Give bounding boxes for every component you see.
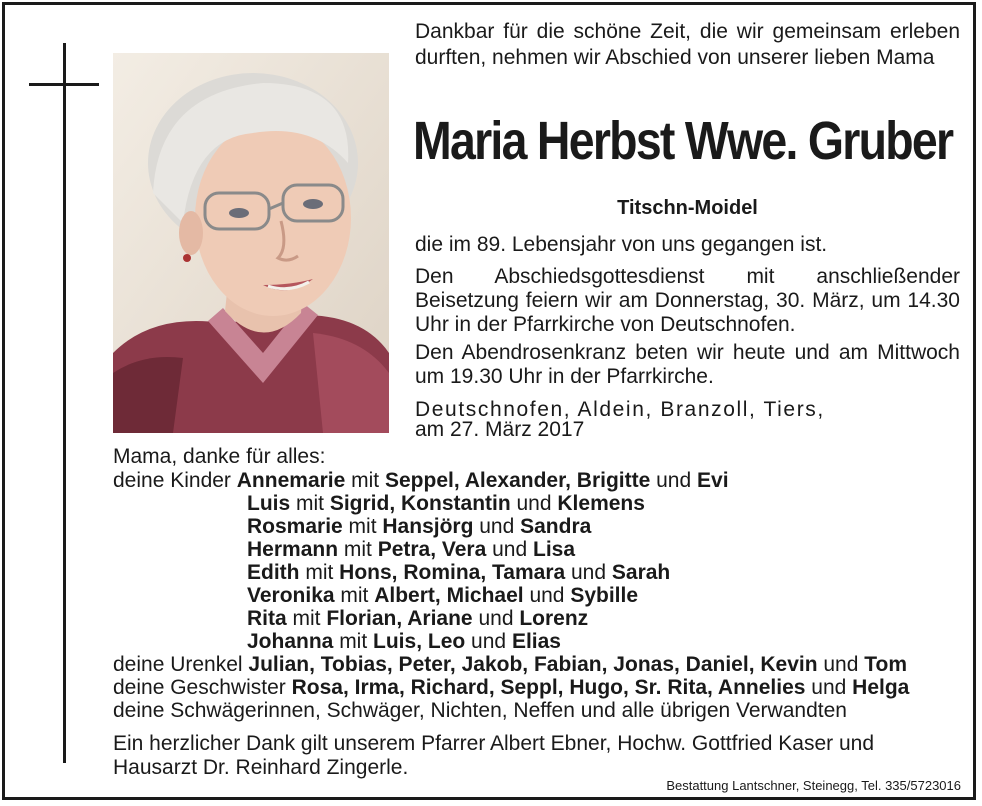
portrait-photo <box>113 53 389 433</box>
connector-text: und <box>650 469 698 492</box>
relative-name: Florian, Ariane <box>326 607 473 630</box>
relative-name: Albert, Michael <box>374 584 524 607</box>
connector-text: mit <box>345 469 385 492</box>
relative-name: Petra, Vera <box>377 538 487 561</box>
family-row <box>113 492 963 515</box>
family-row <box>113 469 963 492</box>
relative-name: Johanna <box>247 630 334 653</box>
connector-text: und <box>510 492 558 515</box>
nickname: Titschn-Moidel <box>617 197 758 219</box>
family-list <box>113 469 963 722</box>
family-row <box>113 630 963 653</box>
relative-name: Sarah <box>611 561 671 584</box>
relative-name: Rosa, Irma, Richard, Seppl, Hugo, Sr. Rita, Annelies <box>291 676 806 699</box>
connector-text: und <box>472 607 520 630</box>
undertaker-info: Bestattung Lantschner, Steinegg, Tel. 335/5723016 <box>666 778 961 793</box>
connector-text: deine Geschwister <box>113 676 292 699</box>
connector-text: und <box>465 630 512 653</box>
family-row <box>113 561 963 584</box>
children-label: deine Kinder <box>113 469 237 492</box>
connector-text: mit <box>299 561 340 584</box>
connector-text: und <box>805 676 853 699</box>
family-row <box>113 584 963 607</box>
cross-icon-vertical <box>63 43 66 763</box>
place-line: Deutschnofen, Aldein, Branzoll, Tiers, <box>415 398 825 421</box>
connector-text: mit <box>286 607 327 630</box>
family-row <box>113 607 963 630</box>
connector-text: und <box>817 653 865 676</box>
relative-name: Elias <box>511 630 561 653</box>
relative-name: Annemarie <box>236 469 346 492</box>
deceased-name: Maria Herbst Wwe. Gruber <box>413 111 953 171</box>
obituary-frame <box>2 2 976 800</box>
relative-name: Julian, Tobias, Peter, Jakob, Fabian, Jonas, Daniel, Kevin <box>248 653 818 676</box>
intro-text: Dankbar für die schöne Zeit, die wir gemeinsam erleben durften, nehmen wir Abschied von unserer lieben Mama <box>415 20 960 69</box>
connector-text: mit <box>338 538 378 561</box>
relative-name: Hansjörg <box>382 515 474 538</box>
relative-name: Helga <box>852 676 910 699</box>
relative-name: Hermann <box>247 538 339 561</box>
family-row <box>113 653 963 676</box>
rosary-text: Den Abendrosenkranz beten wir heute und am Mittwoch um 19.30 Uhr in der Pfarrkirche. <box>415 341 960 388</box>
relative-name: Seppel, Alexander, Brigitte <box>384 469 651 492</box>
relative-name: Tom <box>864 653 908 676</box>
thanks-line: Mama, danke für alles: <box>113 445 326 468</box>
connector-text: und <box>565 561 612 584</box>
closing-line: Ein herzlicher Dank gilt unserem Pfarrer Albert Ebner, Hochw. Gottfried Kaser und <box>113 732 875 755</box>
relative-name: Lorenz <box>519 607 589 630</box>
funeral-service-text: Den Abschiedsgottesdienst mit anschließender Beisetzung feiern wir am Donnerstag, 30. März, um 14.30 Uhr in der Pfarrkirche von Deutschnofen. <box>415 265 960 336</box>
relative-name: Sybille <box>570 584 639 607</box>
family-row <box>113 538 963 561</box>
date-line: am 27. März 2017 <box>415 418 585 441</box>
closing-thanks <box>113 732 963 780</box>
age-line: die im 89. Lebensjahr von uns gegangen ist. <box>415 233 828 256</box>
connector-text: und <box>473 515 521 538</box>
family-row <box>113 515 963 538</box>
connector-text: und <box>523 584 571 607</box>
relative-name: Rosmarie <box>247 515 343 538</box>
relative-name: Klemens <box>557 492 645 515</box>
relative-name: Hons, Romina, Tamara <box>339 561 566 584</box>
family-row <box>113 676 963 699</box>
relative-name: Lisa <box>533 538 576 561</box>
cross-icon-horizontal <box>29 83 99 86</box>
relative-name: Luis, Leo <box>373 630 466 653</box>
relative-name: Rita <box>247 607 287 630</box>
family-row-others: deine Schwägerinnen, Schwäger, Nichten, Neffen und alle übrigen Verwandten <box>113 699 847 722</box>
connector-text: mit <box>342 515 383 538</box>
closing-line: Hausarzt Dr. Reinhard Zingerle. <box>113 756 409 779</box>
relative-name: Sandra <box>520 515 592 538</box>
relative-name: Evi <box>697 469 729 492</box>
relative-name: Sigrid, Konstantin <box>329 492 511 515</box>
connector-text: mit <box>290 492 330 515</box>
relative-name: Luis <box>247 492 291 515</box>
relative-name: Edith <box>247 561 300 584</box>
connector-text: und <box>486 538 534 561</box>
relative-name: Veronika <box>247 584 335 607</box>
service-info <box>415 265 960 389</box>
connector-text: deine Urenkel <box>113 653 249 676</box>
connector-text: mit <box>333 630 374 653</box>
connector-text: mit <box>334 584 375 607</box>
